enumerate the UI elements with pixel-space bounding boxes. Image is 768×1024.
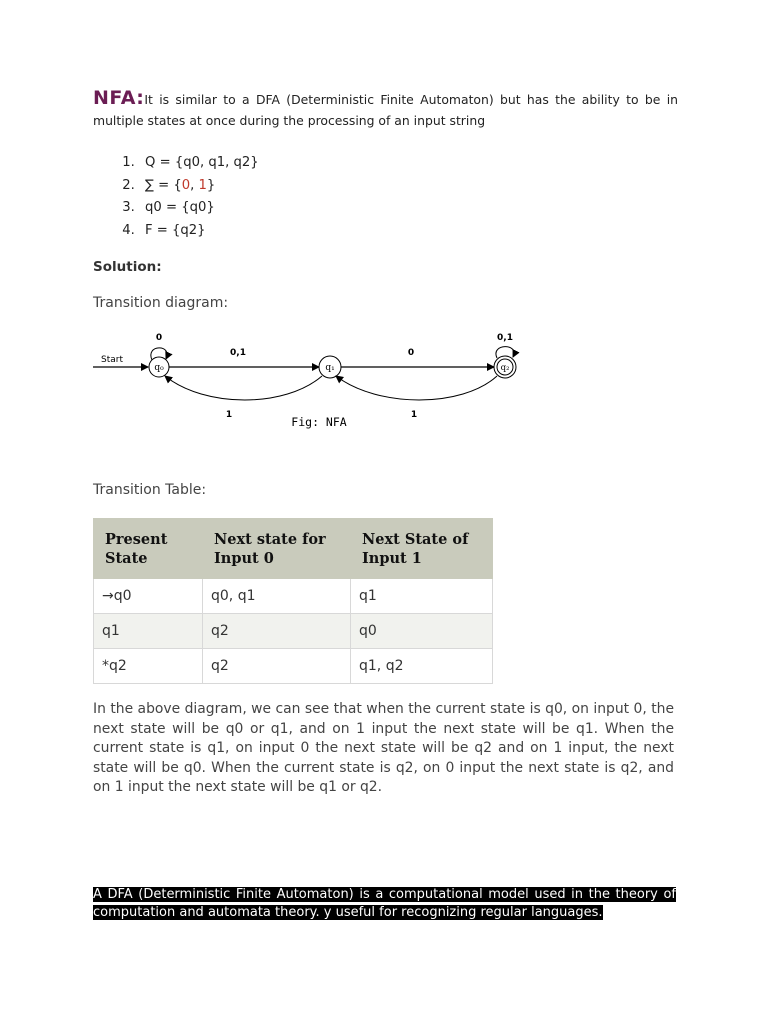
table-cell: q2 bbox=[203, 614, 351, 649]
state-q0-label: q₀ bbox=[154, 363, 164, 373]
header-present-state: Present State bbox=[94, 519, 203, 579]
edge-q1-q0-label: 1 bbox=[225, 410, 233, 420]
table-cell: q1 bbox=[351, 579, 493, 614]
table-cell: q0 bbox=[351, 614, 493, 649]
edge-q0-q1-label: 0,1 bbox=[230, 348, 246, 358]
table-row bbox=[94, 614, 493, 649]
table-cell: q1 bbox=[94, 614, 203, 649]
transition-diagram-label: Transition diagram: bbox=[93, 295, 229, 311]
explanation-paragraph: In the above diagram, we can see that when the current state is q0, on input 0, the next state will be q0 or q1, and on 1 input the next state will be q1. When the current state is q1, on input 0 the next state will be q2 and on 1 input, the next state will be q0. When the current state is q2, on 0 input the next state is q2, and on 1 input the next state will be q1 or q2. bbox=[93, 701, 674, 795]
definition-states: 1. Q = {q0, q1, q2} bbox=[139, 152, 259, 175]
definition-list bbox=[93, 152, 259, 242]
alphabet-suffix: } bbox=[206, 177, 216, 193]
state-q1-label: q₁ bbox=[325, 363, 335, 373]
table-row bbox=[94, 649, 493, 684]
alphabet-prefix: ∑ = { bbox=[145, 177, 182, 193]
loop-q0-label: 0 bbox=[155, 333, 163, 343]
table-cell: q1, q2 bbox=[351, 649, 493, 684]
diagram-caption: Fig: NFA bbox=[291, 415, 347, 429]
intro-text: It is similar to a DFA (Deterministic Finite Automaton) but has the ability to be in multiple states at once during the processing of an input string bbox=[93, 92, 678, 128]
definition-alphabet bbox=[139, 175, 259, 198]
edge-q1-q0 bbox=[165, 376, 322, 400]
transition-table bbox=[93, 518, 493, 684]
alphabet-separator: , bbox=[190, 177, 199, 193]
state-q2-label: q₂ bbox=[500, 363, 510, 373]
definition-final-states: 4. F = {q2} bbox=[139, 220, 259, 243]
table-row bbox=[94, 579, 493, 614]
table-cell: →q0 bbox=[94, 579, 203, 614]
start-label: Start bbox=[101, 355, 123, 365]
nfa-diagram bbox=[90, 326, 530, 436]
transition-table-label: Transition Table: bbox=[93, 482, 207, 498]
highlighted-note-text: A DFA (Deterministic Finite Automaton) is a computational model used in the theory of computation and automata theory. y useful for recognizing regular languages. bbox=[93, 887, 676, 920]
edge-q2-q1-label: 1 bbox=[410, 410, 418, 420]
definition-start-state: 3. q0 = {q0} bbox=[139, 197, 259, 220]
header-next-state-input-1: Next State of Input 1 bbox=[351, 519, 493, 579]
solution-heading: Solution: bbox=[93, 259, 162, 275]
table-cell: *q2 bbox=[94, 649, 203, 684]
alphabet-one: 1 bbox=[198, 177, 207, 193]
edge-q2-q1 bbox=[336, 376, 497, 400]
table-header-row bbox=[94, 519, 493, 579]
loop-q2-label: 0,1 bbox=[497, 333, 513, 343]
highlighted-note bbox=[93, 886, 676, 921]
header-next-state-input-0: Next state for Input 0 bbox=[203, 519, 351, 579]
nfa-title: NFA: bbox=[93, 87, 145, 109]
intro-paragraph bbox=[93, 88, 678, 131]
table-cell: q0, q1 bbox=[203, 579, 351, 614]
alphabet-zero: 0 bbox=[181, 177, 191, 193]
table-cell: q2 bbox=[203, 649, 351, 684]
edge-q1-q2-label: 0 bbox=[407, 348, 415, 358]
